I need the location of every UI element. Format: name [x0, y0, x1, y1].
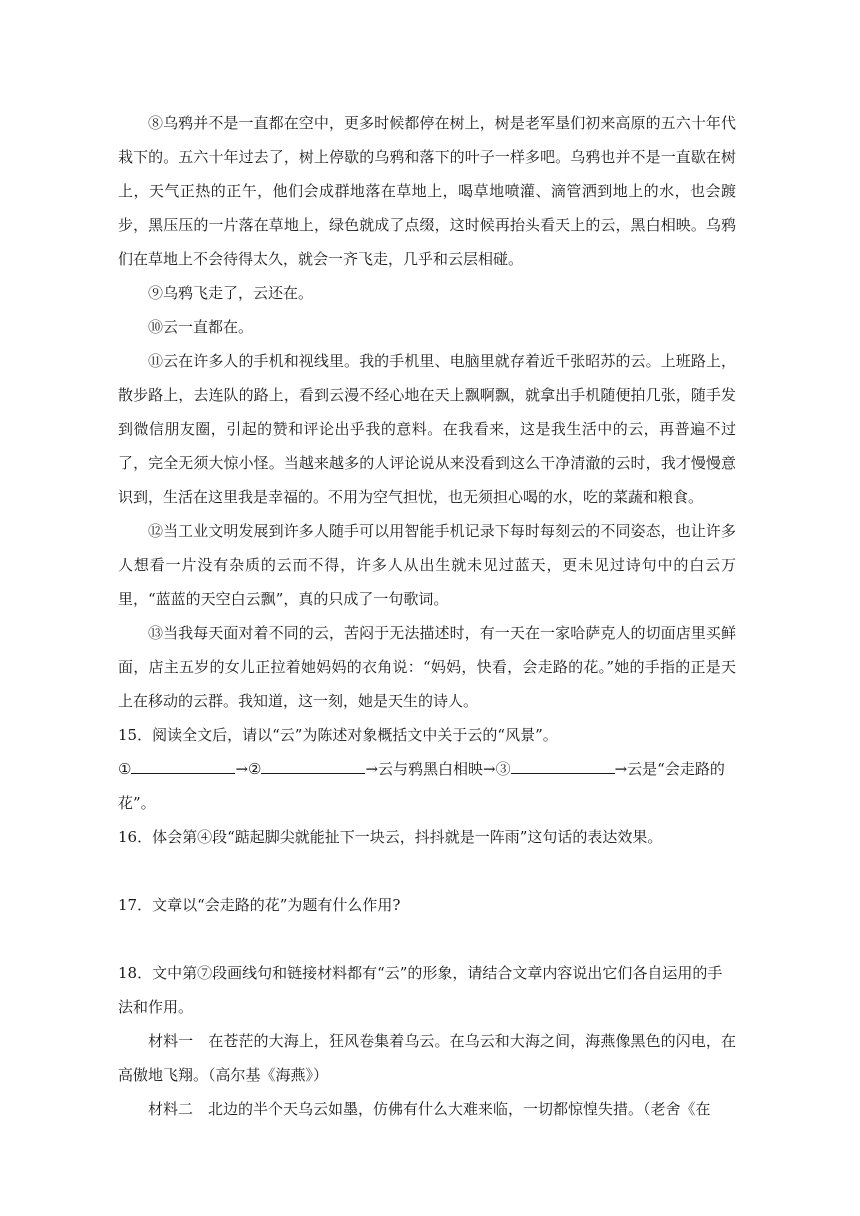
material-1: 材料一 在苍茫的大海上，狂风卷集着乌云。在乌云和大海之间，海燕像黑色的闪电，在高傲地飞翔。（高尔基《海燕》）	[118, 1032, 736, 1084]
question-15-stem: 15．阅读全文后，请以“云”为陈述对象概括文中关于云的“风景”。	[118, 726, 558, 744]
blank-3-label: →云与鸦黑白相映→③	[365, 760, 511, 778]
answer-blank-3[interactable]	[511, 759, 615, 774]
answer-space-16	[118, 854, 736, 888]
answer-blank-1[interactable]	[131, 759, 235, 774]
blank-2-label: →②	[235, 760, 262, 778]
question-18: 18．文中第⑦段画线句和链接材料都有“云”的形象，请结合文章内容说出它们各自运用的手法和作用。	[118, 964, 723, 1016]
question-16: 16．体会第④段“踮起脚尖就能扯下一块云，抖抖就是一阵雨”这句话的表达效果。	[118, 828, 663, 846]
question-15-tail: →云是“会走路的花”。	[118, 760, 725, 812]
paragraph-8: ⑧乌鸦并不是一直都在空中，更多时候都停在树上，树是老军垦们初来高原的五六十年代栽下的。五六十年过去了，树上停歇的乌鸦和落下的叶子一样多吧。乌鸦也并不是一直歇在树上，天气正热的正午，他们会成群地落在草地上，喝草地喷灌、滴管洒到地上的水，也会踱步，黑压压的一片落在草地上，绿色就成了点缀，这时候再抬头看天上的云，黑白相映。乌鸦们在草地上不会待得太久，就会一齐飞走，几乎和云层相碰。	[118, 114, 736, 268]
paragraph-13: ⑬当我每天面对着不同的云，苦闷于无法描述时，有一天在一家哈萨克人的切面店里买鲜面，店主五岁的女儿正拉着她妈妈的衣角说：“妈妈，快看，会走路的花。”她的手指的正是天上在移动的云群。我知道，这一刻，她是天生的诗人。	[118, 624, 736, 710]
question-15-answer-line	[118, 752, 736, 820]
paragraph-10: ⑩云一直都在。	[148, 318, 254, 336]
blank-1-label: ①	[118, 760, 132, 778]
paragraph-9: ⑨乌鸦飞走了，云还在。	[148, 284, 314, 302]
question-17: 17．文章以“会走路的花”为题有什么作用?	[118, 896, 401, 914]
paragraph-11: ⑪云在许多人的手机和视线里。我的手机里、电脑里就存着近千张昭苏的云。上班路上，散步路上，去连队的路上，看到云漫不经心地在天上飘啊飘，就拿出手机随便拍几张，随手发到微信朋友圈，引起的赞和评论出乎我的意料。在我看来，这是我生活中的云，再普遍不过了，完全无须大惊小怪。当越来越多的人评论说从来没看到这么干净清澈的云时，我才慢慢意识到，生活在这里我是幸福的。不用为空气担忧，也无须担心喝的水，吃的菜蔬和粮食。	[118, 352, 736, 506]
document-page	[118, 106, 736, 1126]
paragraph-12: ⑫当工业文明发展到许多人随手可以用智能手机记录下每时每刻云的不同姿态，也让许多人想看一片没有杂质的云而不得，许多人从出生就未见过蓝天，更未见过诗句中的白云万里，“蓝蓝的天空白云飘”，真的只成了一句歌词。	[118, 522, 736, 608]
answer-space-17	[118, 922, 736, 956]
answer-blank-2[interactable]	[261, 759, 365, 774]
material-2: 材料二 北边的半个天乌云如墨，仿佛有什么大难来临，一切都惊惶失措。（老舍《在	[148, 1100, 711, 1118]
